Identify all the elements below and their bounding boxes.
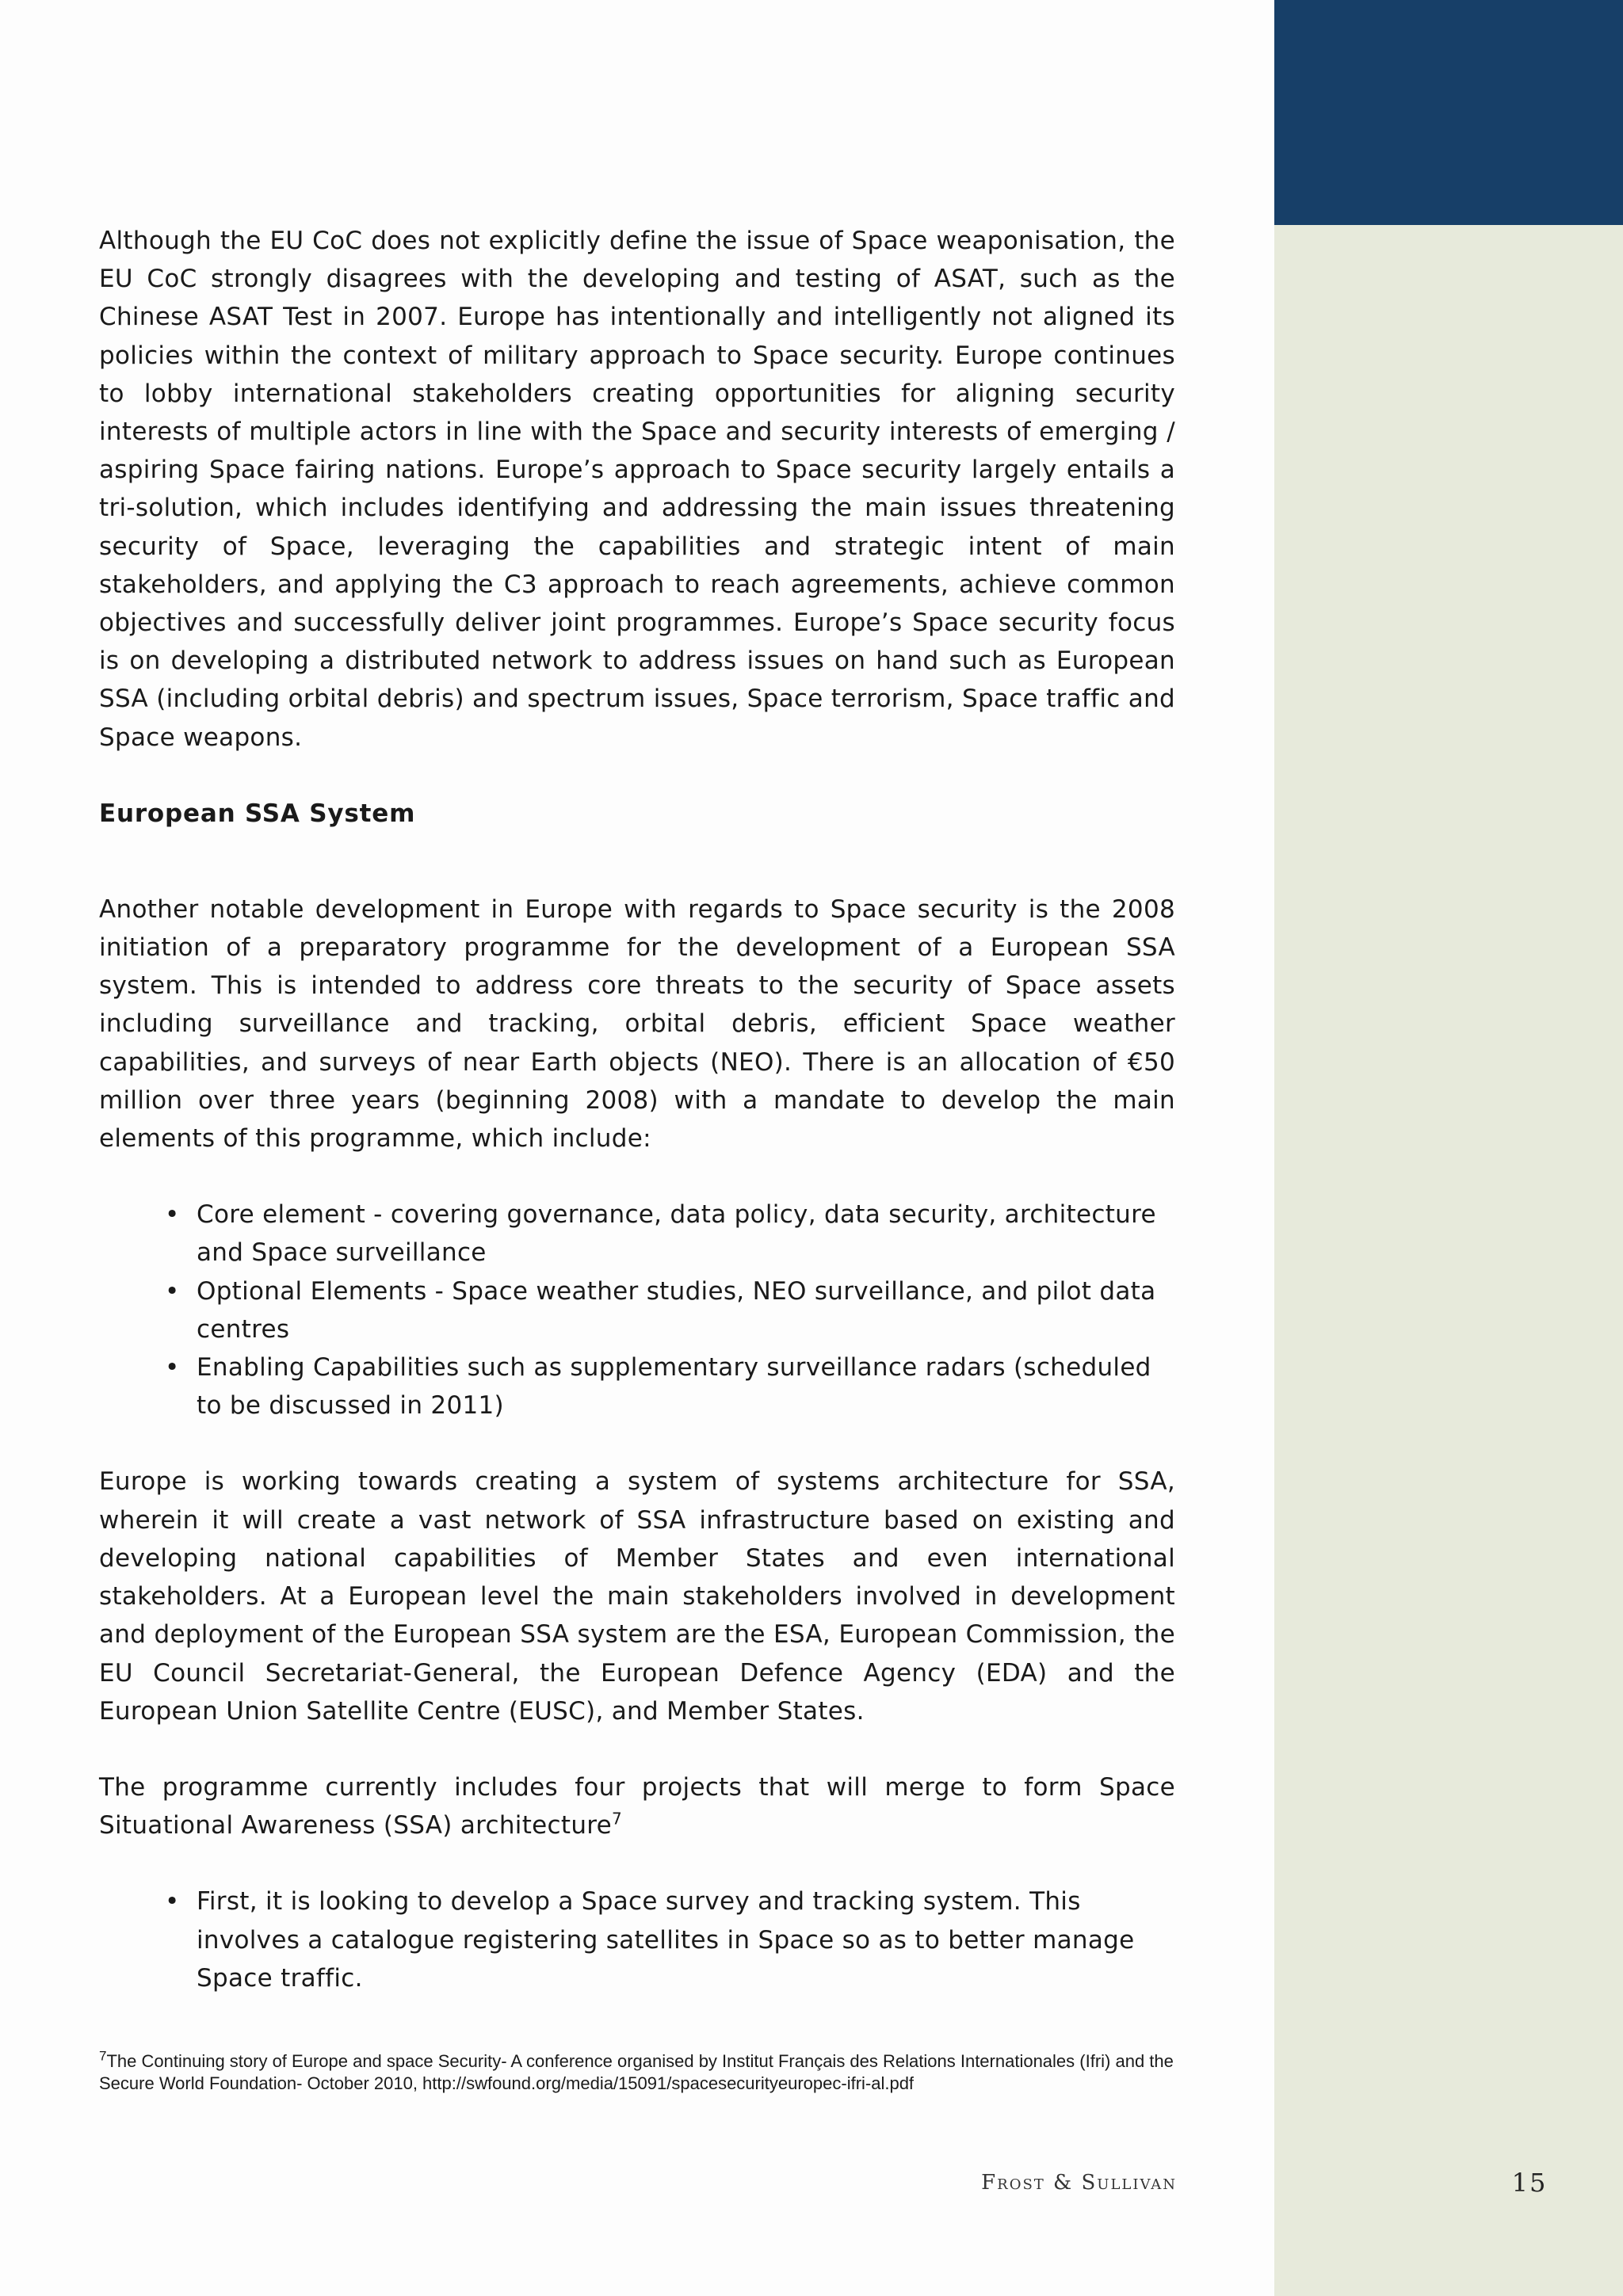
spacer [99, 1730, 1175, 1768]
body-paragraph-3: Europe is working towards creating a system of systems architecture for SSA, wherein it will create a vast network of SSA infrastructure based on existing and developing national capabilities of Member States and even international stakeholders. At a European level the main stakeholders involved in development and deployment of the European SSA system are the ESA, European Commission, the EU Council Secretariat-General, the European Defence Agency (EDA) and the European Union Satellite Centre (EUSC), and Member States. [99, 1467, 1175, 1726]
spacer [99, 1158, 1175, 1196]
list-item-text: Enabling Capabilities such as supplementary surveillance radars (scheduled to be discussed in 2011) [197, 1353, 1151, 1421]
list-item [165, 1348, 1175, 1425]
bullet-list-elements [99, 1196, 1175, 1425]
bullet-icon: • [165, 1353, 180, 1383]
bullet-icon: • [165, 1887, 180, 1917]
footnote [99, 2050, 1175, 2095]
section-heading: European SSA System [99, 799, 416, 828]
footnote-text: The Continuing story of Europe and space Security- A conference organised by Institut Français des Relations Internationales (Ifri) and the Secure World Foundation- October 2010, http://swfound.org/media/15091/spacesecurityeuropec-ifri-al.pdf [99, 2051, 1174, 2093]
paragraph-4-text: The programme currently includes four projects that will merge to form Space Situational Awareness (SSA) architecture [99, 1772, 1175, 1840]
list-item [165, 1196, 1175, 1272]
body-paragraph-2: Another notable development in Europe with regards to Space security is the 2008 initiation of a preparatory programme for the development of a European SSA system. This is intended to address core threats to the security of Space assets including surveillance and tracking, orbital debris, efficient Space weather capabilities, and surveys of near Earth objects (NEO). There is an allocation of €50 million over three years (beginning 2008) with a mandate to develop the main elements of this programme, which include: [99, 894, 1175, 1154]
page-content [99, 222, 1175, 1997]
spacer [99, 1844, 1175, 1882]
page-number: 15 [1511, 2168, 1548, 2198]
sidebar-color-block [1274, 0, 1623, 225]
bullet-icon: • [165, 1276, 180, 1306]
page-sidebar [1274, 0, 1623, 2296]
footer-brand: Frost & Sullivan [981, 2171, 1177, 2195]
list-item-text: First, it is looking to develop a Space survey and tracking system. This involves a catalogue registering satellites in Space so as to better manage Space traffic. [197, 1887, 1135, 1993]
body-paragraph-1: Although the EU CoC does not explicitly define the issue of Space weaponisation, the EU CoC strongly disagrees with the developing and testing of ASAT, such as the Chinese ASAT Test in 2007. Europe has intentionally and intelligently not aligned its policies within the context of military approach to Space security. Europe continues to lobby international stakeholders creating opportunities for aligning security interests of multiple actors in line with the Space and security interests of emerging / aspiring Space fairing nations. Europe’s approach to Space security largely entails a tri-solution, which includes identifying and addressing the main issues threatening security of Space, leveraging the capabilities and strategic intent of main stakeholders, and applying the C3 approach to reach agreements, achieve common objectives and successfully deliver joint programmes. Europe’s Space security focus is on developing a distributed network to address issues on hand such as European SSA (including orbital debris) and spectrum issues, Space terrorism, Space traffic and Space weapons. [99, 227, 1175, 752]
footnote-reference: 7 [612, 1809, 623, 1829]
list-item-text: Optional Elements - Space weather studies, NEO surveillance, and pilot data centres [197, 1276, 1156, 1344]
bullet-list-projects [99, 1882, 1175, 1997]
list-item [165, 1882, 1175, 1997]
body-paragraph-4 [99, 1768, 1175, 1844]
spacer [99, 833, 1175, 891]
spacer [99, 1425, 1175, 1463]
list-item-text: Core element - covering governance, data policy, data security, architecture and Space surveillance [197, 1200, 1156, 1268]
bullet-icon: • [165, 1200, 180, 1230]
list-item [165, 1272, 1175, 1348]
footnote-number: 7 [99, 2048, 107, 2064]
